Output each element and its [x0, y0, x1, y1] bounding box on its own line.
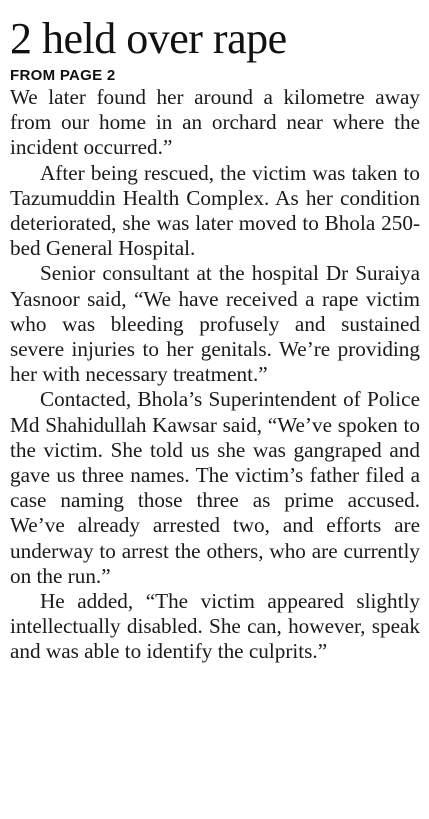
paragraph-1: We later found her around a kilometre away from our home in an orchard near where the incident occurred.” [10, 85, 420, 160]
paragraph-3: Senior consultant at the hospital Dr Suraiya Yasnoor said, “We have received a rape victim who was bleeding profusely and sustained severe injuries to her genitals. We’re providing her with necessary treatment.” [10, 261, 420, 387]
paragraph-4: Contacted, Bhola’s Superintendent of Police Md Shahidullah Kawsar said, “We’ve spoken to the victim. She told us she was gangraped and gave us three names. The victim’s father filed a case naming those three as prime accused. We’ve already arrested two, and efforts are underway to arrest the others, who are currently on the run.” [10, 387, 420, 588]
paragraph-2: After being rescued, the victim was taken to Tazumuddin Health Complex. As her condition deteriorated, she was later moved to Bhola 250-bed General Hospital. [10, 160, 420, 261]
news-article [10, 14, 420, 665]
continued-from-label: FROM PAGE 2 [10, 67, 116, 84]
headline: 2 held over rape [10, 14, 287, 63]
paragraph-5: He added, “The victim appeared slightly intellectually disabled. She can, however, speak and was able to identify the culprits.” [10, 589, 420, 664]
article-body [10, 85, 420, 665]
